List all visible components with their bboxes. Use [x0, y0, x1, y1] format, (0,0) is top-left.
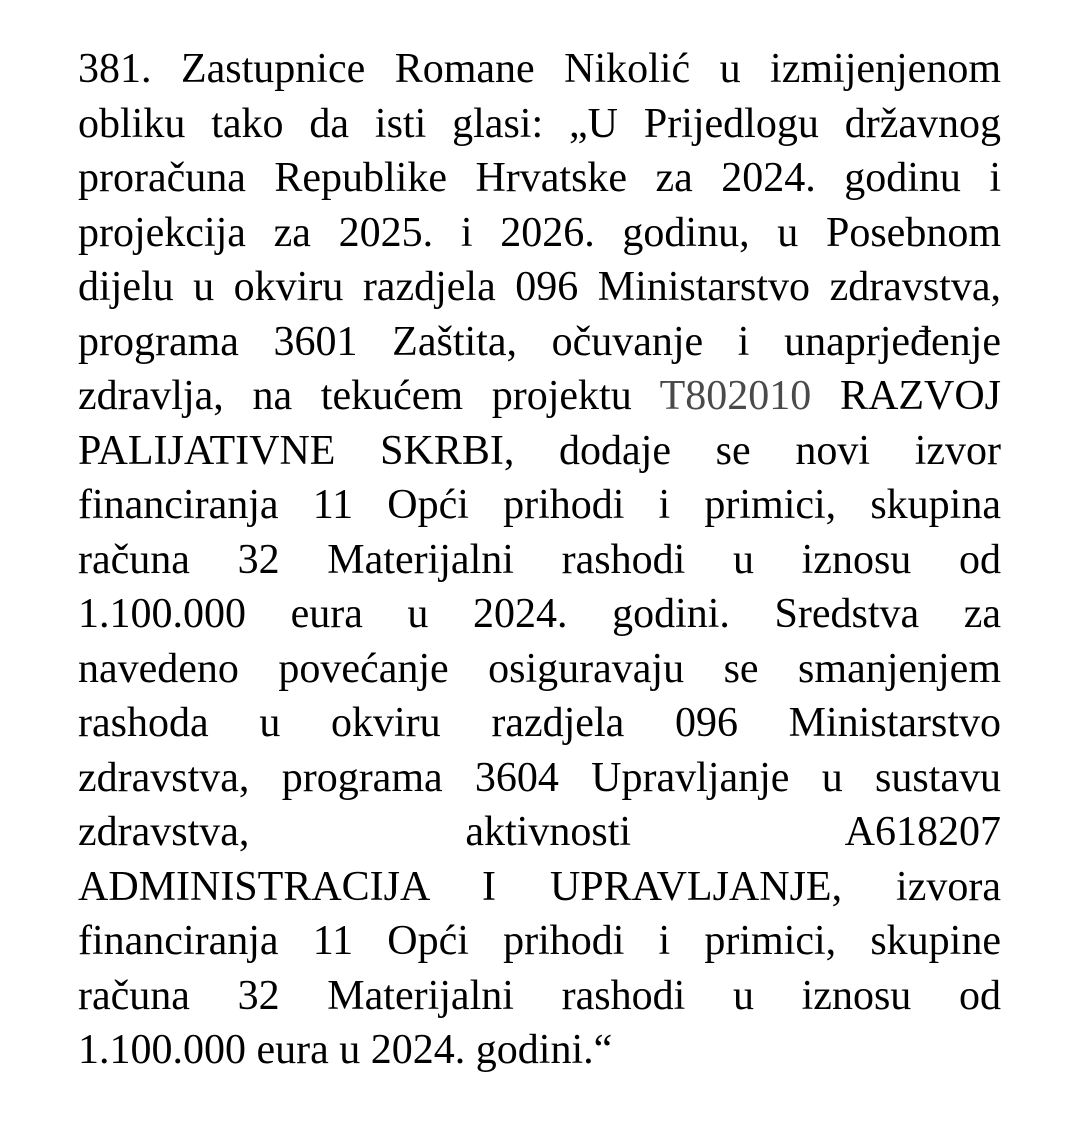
text-line-10: računa 32 Materijalni rashodi u iznosu od	[78, 536, 1001, 583]
text-line-13: rashoda u okviru razdjela 096 Ministarstvo	[78, 700, 1001, 746]
amendment-document	[78, 42, 1001, 1078]
text-line-16: ADMINISTRACIJA I UPRAVLJANJE, izvora	[78, 863, 1001, 910]
text-line-8: PALIJATIVNE SKRBI, dodaje se novi izvor	[78, 427, 1001, 474]
text-line-3: proračuna Republike Hrvatske za 2024. godinu i	[78, 155, 1001, 201]
text-line-4: projekcija za 2025. i 2026. godinu, u Posebnom	[78, 209, 1001, 256]
text-line-14: zdravstva, programa 3604 Upravljanje u sustavu	[78, 754, 1001, 801]
text-line-19: 1.100.000 eura u 2024. godini.“	[78, 1027, 613, 1073]
text-line-15: zdravstva, aktivnosti A618207	[78, 809, 1001, 855]
text-line-18: računa 32 Materijalni rashodi u iznosu od	[78, 972, 1001, 1019]
text-line-12: navedeno povećanje osiguravaju se smanjenjem	[78, 645, 1001, 692]
project-code: T802010	[659, 373, 812, 419]
text-line-5: dijelu u okviru razdjela 096 Ministarstvo zdravstva,	[78, 264, 1001, 310]
text-line-2: obliku tako da isti glasi: „U Prijedlogu državnog	[78, 100, 1001, 147]
text-line-6: programa 3601 Zaštita, očuvanje i unaprjeđenje	[78, 318, 1001, 365]
amendment-number: 381.	[78, 46, 152, 92]
text-line-9: financiranja 11 Opći prihodi i primici, skupina	[78, 482, 1001, 528]
text-line-17: financiranja 11 Opći prihodi i primici, skupine	[78, 918, 1001, 964]
text-line-7: zdravlja, na tekućem projektu T802010 RAZVOJ	[78, 373, 1002, 419]
text-line-11: 1.100.000 eura u 2024. godini. Sredstva za	[78, 591, 1001, 637]
text-line-1: 381. Zastupnice Romane Nikolić u izmijenjenom	[78, 46, 1001, 92]
